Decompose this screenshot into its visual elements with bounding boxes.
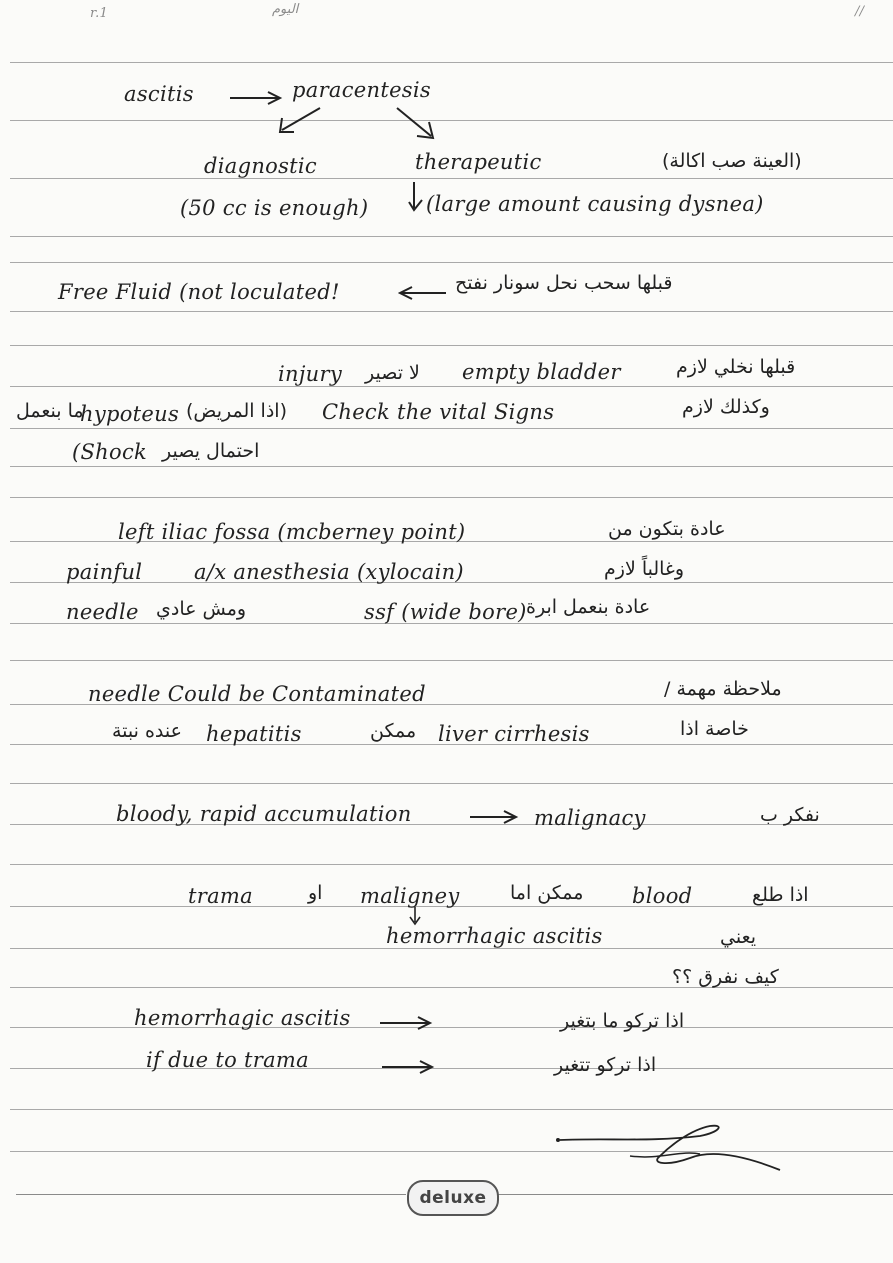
- text-arabic: قبلها سحب نحل سونار نفتح: [455, 272, 673, 294]
- signature: [550, 1120, 790, 1180]
- brand-logo: deluxe: [407, 1180, 499, 1216]
- rule: [10, 428, 893, 429]
- text-blood: blood: [632, 884, 693, 908]
- rule: [10, 262, 893, 263]
- rule: [10, 120, 893, 121]
- header-corner-right: //: [855, 4, 865, 19]
- text-anesthesia: a/x anesthesia (xylocain): [194, 560, 464, 584]
- text-arabic: عنده نبتة: [112, 720, 182, 742]
- text-arabic: ما بنعمل: [16, 400, 84, 422]
- text-arabic: نفكر ب: [760, 804, 820, 826]
- text-arabic: لا تصير: [365, 362, 420, 384]
- text-injury: injury: [278, 362, 342, 386]
- text-hypoteus: hypoteus: [80, 402, 180, 426]
- text-arabic: احتمال يصير: [162, 440, 260, 462]
- text-arabic: قبلها نخلي لازم: [676, 356, 796, 378]
- text-check-vital-signs: Check the vital Signs: [322, 400, 555, 424]
- rule: [10, 311, 893, 312]
- text-arabic: وكذلك لازم: [682, 396, 770, 418]
- rule: [10, 497, 893, 498]
- text-arabic: يعني: [720, 926, 757, 948]
- text-arabic: عادة بتكون من: [608, 518, 726, 540]
- text-if-due-to-trama: if due to trama: [146, 1048, 309, 1072]
- text-therapeutic: therapeutic: [415, 150, 542, 174]
- text-arabic: ومش عادي: [156, 598, 247, 620]
- text-malignacy: malignacy: [534, 806, 646, 830]
- rule: [10, 62, 893, 63]
- arrow-down-right-icon: [393, 104, 439, 140]
- text-ssf: ssf (wide bore): [364, 600, 527, 624]
- text-paracentesis: paracentesis: [292, 78, 431, 102]
- rule: [10, 236, 893, 237]
- text-important-note: ملاحظة مهمة /: [664, 678, 782, 700]
- arrow-down-icon: [406, 180, 428, 214]
- arrow-right-icon: [468, 808, 520, 826]
- text-arabic: وغالباً لازم: [604, 558, 685, 580]
- arrow-right-icon: [378, 1014, 434, 1032]
- rule: [10, 1068, 893, 1069]
- text-therapeutic-note: (large amount causing dysnea): [426, 192, 764, 216]
- text-arabic: اذا تركو ما بتغير: [560, 1010, 685, 1032]
- rule: [10, 783, 893, 784]
- header-date-label: اليوم: [272, 2, 299, 17]
- text-painful: painful: [66, 560, 143, 584]
- text-arabic: او: [308, 882, 323, 904]
- text-hemorrhagic-ascitis: hemorrhagic ascitis: [386, 924, 603, 948]
- text-arabic: (اذا المريض): [186, 400, 287, 422]
- text-arabic: اذا طلع: [752, 884, 809, 906]
- text-arabic: اذا تركو تتغير: [554, 1054, 657, 1076]
- text-empty-bladder: empty bladder: [462, 360, 621, 384]
- text-arabic: ممكن اما: [510, 882, 584, 904]
- text-arabic-note: (العينة صب اكالة): [662, 150, 802, 172]
- text-hemorrhagic-ascitis: hemorrhagic ascitis: [134, 1006, 351, 1030]
- rule: [10, 345, 893, 346]
- rule: [10, 466, 893, 467]
- text-arabic: خاصة اذا: [680, 718, 749, 740]
- text-left-iliac-fossa: left iliac fossa (mcberney point): [118, 520, 466, 544]
- text-ascitis: ascitis: [124, 82, 194, 106]
- text-needle: needle: [66, 600, 139, 624]
- text-arabic: عادة بنعمل ابرة: [526, 596, 651, 618]
- rule: [10, 178, 893, 179]
- text-trama: trama: [188, 884, 253, 908]
- text-hepatitis: hepatitis: [206, 722, 302, 746]
- rule: [10, 660, 893, 661]
- header-corner-left: r.1: [90, 6, 109, 21]
- footer-line: [496, 1194, 893, 1195]
- text-diagnostic-note: (50 cc is enough): [180, 196, 369, 220]
- rule: [10, 948, 893, 949]
- arrow-down-icon: [406, 906, 424, 926]
- text-shock: (Shock: [72, 440, 148, 464]
- footer-line: [16, 1194, 406, 1195]
- text-needle-contaminated: needle Could be Contaminated: [88, 682, 426, 706]
- text-how-to-differentiate: كيف نفرق ؟؟: [672, 966, 779, 988]
- arrow-down-left-icon: [276, 104, 326, 136]
- rule: [10, 386, 893, 387]
- text-free-fluid: Free Fluid (not loculated!: [58, 280, 340, 304]
- text-bloody-accumulation: bloody, rapid accumulation: [116, 802, 412, 826]
- text-diagnostic: diagnostic: [204, 154, 317, 178]
- arrow-left-icon: [398, 284, 448, 302]
- text-arabic: ممكن: [370, 720, 417, 742]
- rule: [10, 864, 893, 865]
- text-liver-cirrhesis: liver cirrhesis: [438, 722, 590, 746]
- arrow-right-icon: [380, 1058, 436, 1076]
- rule: [10, 1109, 893, 1110]
- text-maligney: maligney: [360, 884, 460, 908]
